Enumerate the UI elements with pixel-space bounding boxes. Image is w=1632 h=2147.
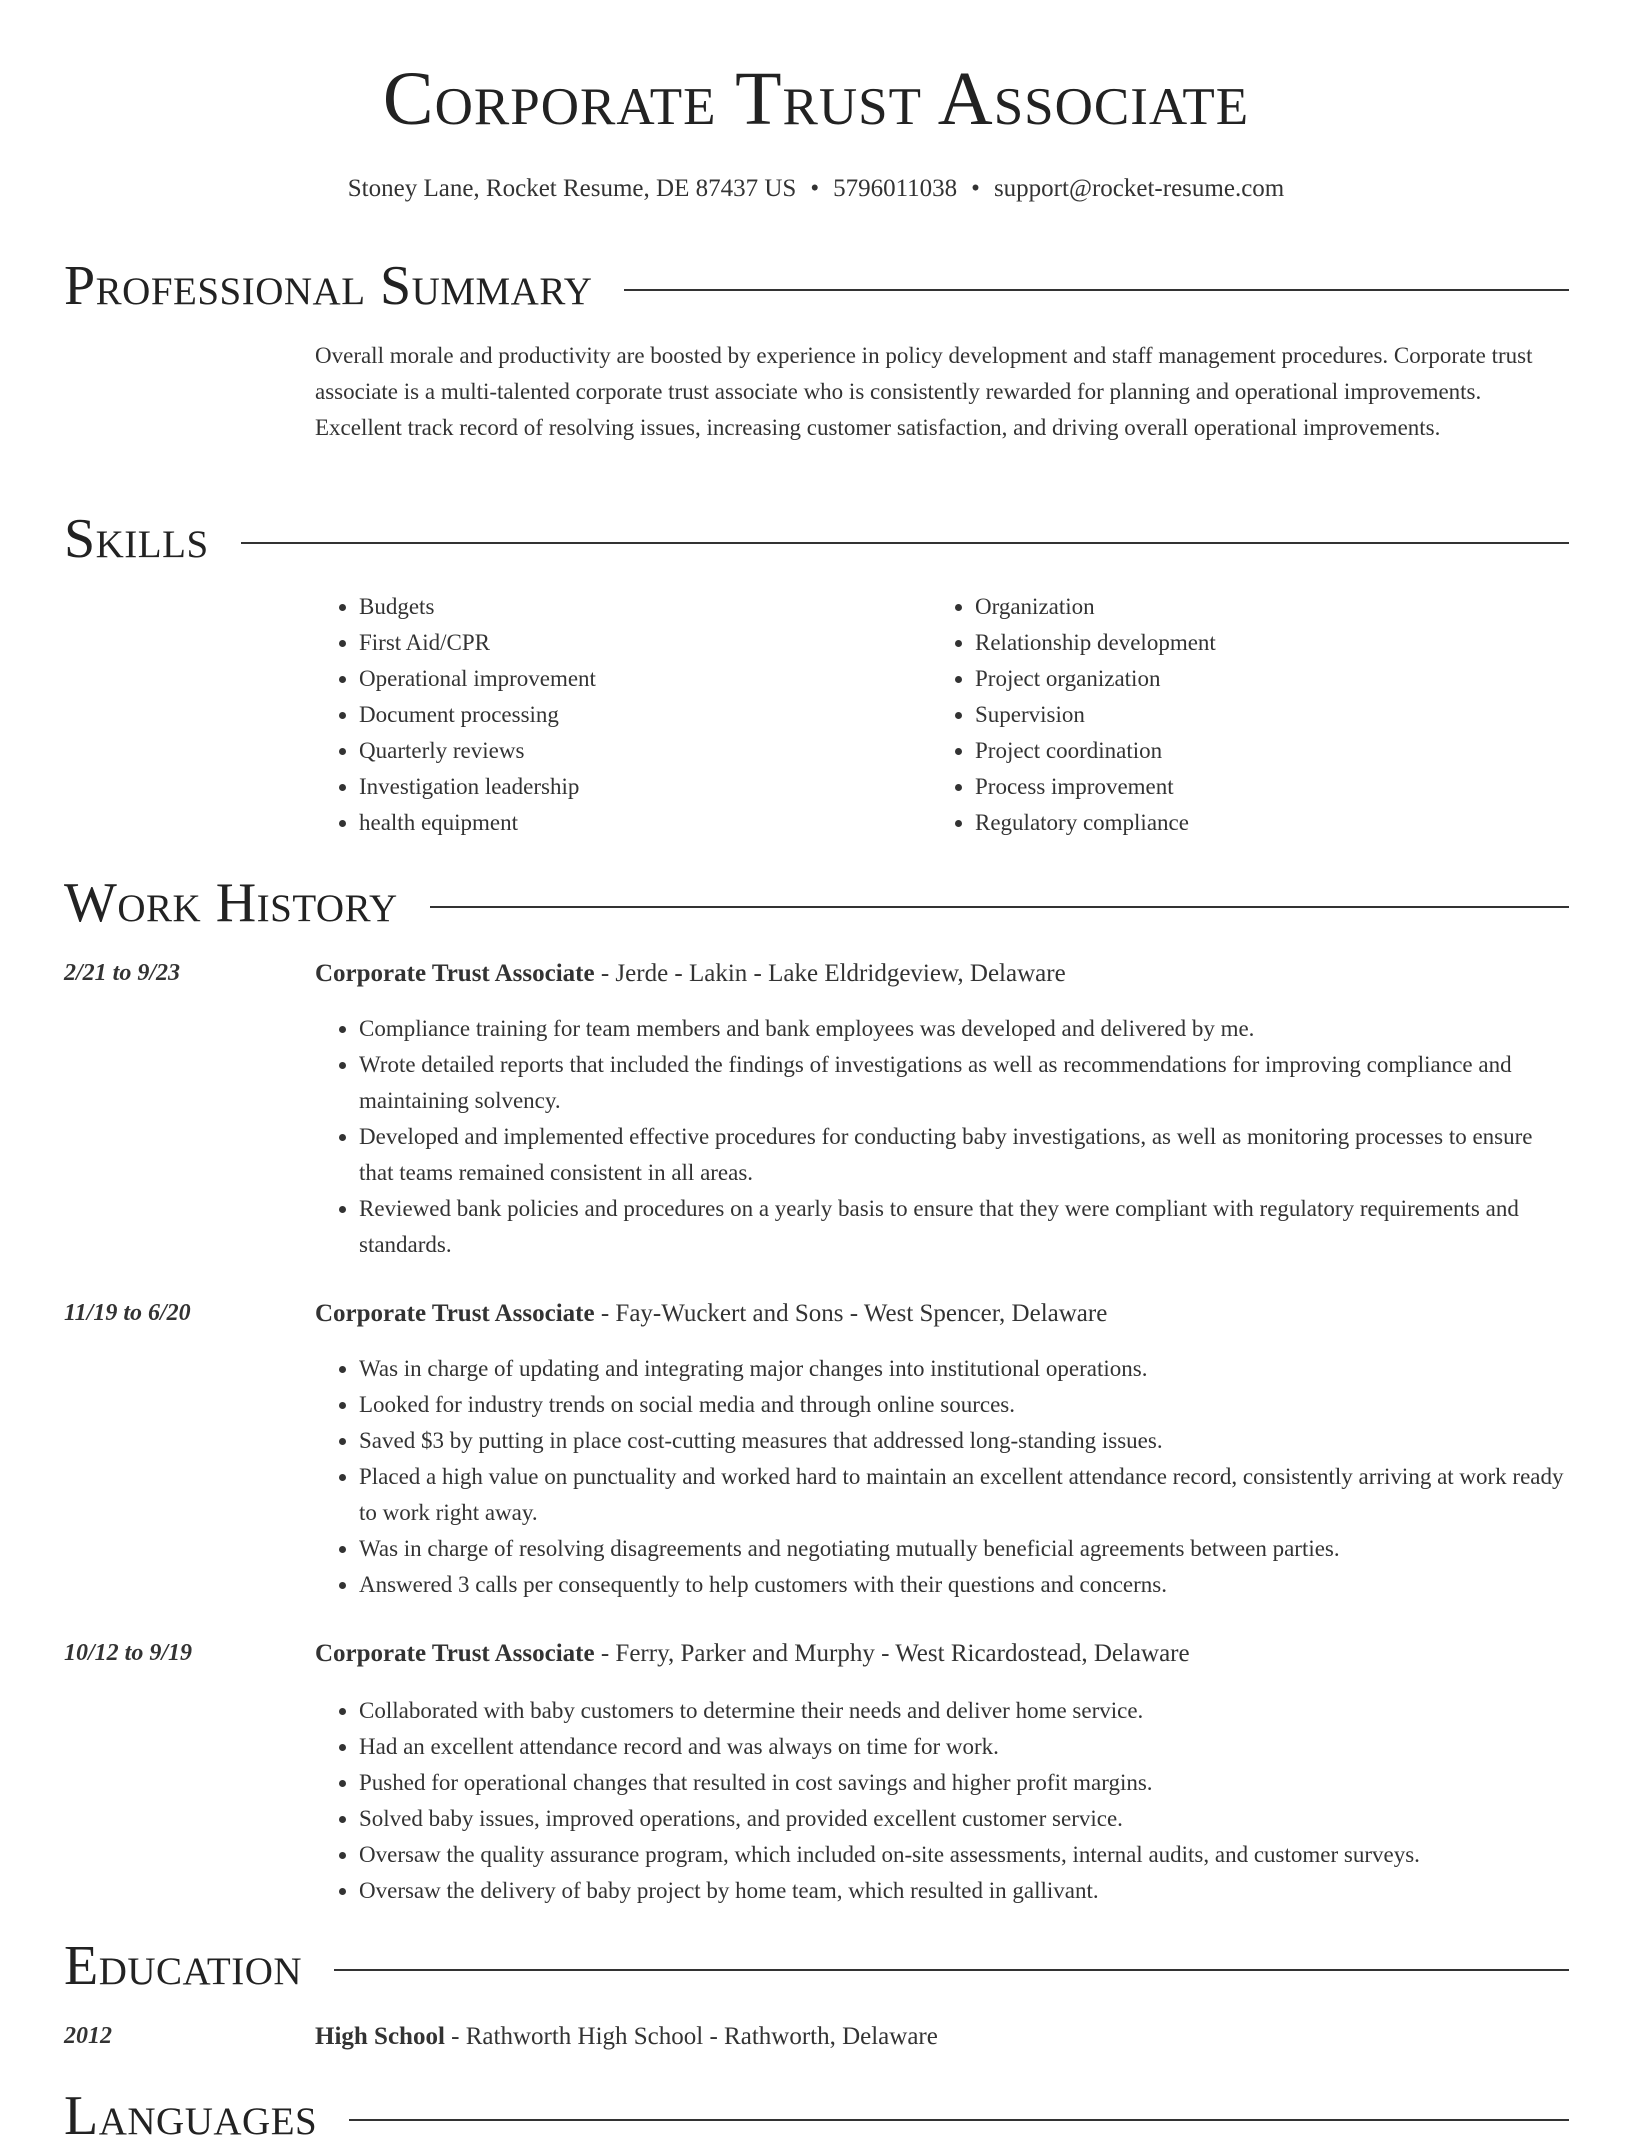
- contact-separator: •: [810, 175, 820, 202]
- job-bullet: • Oversaw the quality assurance program, which included on-site assessments, internal audits, and customer surveys.: [359, 1837, 1569, 1873]
- job-bullet: • Oversaw the delivery of baby project by home team, which resulted in gallivant.: [359, 1873, 1569, 1909]
- job-bullet: • Answered 3 calls per consequently to help customers with their questions and concerns.: [359, 1567, 1569, 1603]
- skill-item: • health equipment: [359, 805, 931, 841]
- skill-item: • First Aid/CPR: [359, 625, 931, 661]
- contact-email: support@rocket-resume.com: [993, 175, 1285, 202]
- section-professional-summary: [64, 255, 1569, 317]
- skills-column-right: [931, 589, 1547, 841]
- skill-item: • Document processing: [359, 697, 931, 733]
- section-divider: [334, 1969, 1569, 1971]
- job-bullet: • Reviewed bank policies and procedures on a yearly basis to ensure that they were compliant with regulatory requirements and standards.: [359, 1191, 1569, 1263]
- job-role: Corporate Trust Associate: [315, 1300, 595, 1327]
- skill-item: • Operational improvement: [359, 661, 931, 697]
- job-details: - Ferry, Parker and Murphy - West Ricardostead, Delaware: [594, 1640, 1190, 1667]
- job-details: - Fay-Wuckert and Sons - West Spencer, Delaware: [594, 1300, 1108, 1327]
- job-bullet: • Collaborated with baby customers to determine their needs and deliver home service.: [359, 1693, 1569, 1729]
- job-bullet: • Wrote detailed reports that included the findings of investigations as well as recommendations for improving compliance and maintaining solvency.: [359, 1047, 1569, 1119]
- section-title: Work History: [64, 872, 398, 934]
- job-heading: [315, 960, 1066, 988]
- skill-item: • Budgets: [359, 589, 931, 625]
- contact-line: [0, 175, 1632, 203]
- section-skills: [64, 508, 1569, 570]
- section-languages: [64, 2085, 1569, 2147]
- job-bullet: • Saved $3 by putting in place cost-cutting measures that addressed long-standing issues.: [359, 1423, 1569, 1459]
- job-bullet: • Was in charge of updating and integrating major changes into institutional operations.: [359, 1351, 1569, 1387]
- job-bullet: • Solved baby issues, improved operations, and provided excellent customer service.: [359, 1801, 1569, 1837]
- contact-phone: 5796011038: [833, 175, 958, 202]
- job-role: Corporate Trust Associate: [315, 1640, 595, 1667]
- education-degree: High School: [315, 2023, 445, 2050]
- skill-item: • Organization: [975, 589, 1547, 625]
- contact-address: Stoney Lane, Rocket Resume, DE 87437 US: [347, 175, 797, 202]
- education-year: 2012: [64, 2023, 112, 2049]
- section-title: Languages: [64, 2085, 318, 2147]
- skill-item: • Relationship development: [975, 625, 1547, 661]
- skill-item: • Process improvement: [975, 769, 1547, 805]
- job-dates: 11/19 to 6/20: [64, 1300, 191, 1326]
- section-divider: [349, 2119, 1569, 2121]
- job-bullet: • Placed a high value on punctuality and worked hard to maintain an excellent attendance record, consistently arriving at work ready to work right away.: [359, 1459, 1569, 1531]
- section-education: [64, 1935, 1569, 1997]
- skills-column-left: [315, 589, 931, 841]
- job-bullet: • Pushed for operational changes that resulted in cost savings and higher profit margins.: [359, 1765, 1569, 1801]
- skill-item: • Project organization: [975, 661, 1547, 697]
- section-work-history: [64, 872, 1569, 934]
- resume-name: Corporate Trust Associate: [382, 57, 1250, 141]
- job-heading: [315, 1300, 1107, 1328]
- education-details: - Rathworth High School - Rathworth, Delaware: [444, 2023, 938, 2050]
- skill-item: • Project coordination: [975, 733, 1547, 769]
- section-divider: [430, 906, 1569, 908]
- skill-item: • Regulatory compliance: [975, 805, 1547, 841]
- job-heading: [315, 1640, 1190, 1668]
- job-role: Corporate Trust Associate: [315, 960, 595, 987]
- job-bullet: • Was in charge of resolving disagreements and negotiating mutually beneficial agreements between parties.: [359, 1531, 1569, 1567]
- job-bullets: [315, 1693, 1569, 1909]
- job-dates: 10/12 to 9/19: [64, 1640, 193, 1666]
- skill-item: • Supervision: [975, 697, 1547, 733]
- job-bullets: [315, 1011, 1569, 1263]
- education-heading: [315, 2023, 938, 2051]
- job-details: - Jerde - Lakin - Lake Eldridgeview, Delaware: [594, 960, 1066, 987]
- job-bullet: • Looked for industry trends on social media and through online sources.: [359, 1387, 1569, 1423]
- job-bullets: [315, 1351, 1569, 1603]
- job-bullet: • Developed and implemented effective procedures for conducting baby investigations, as well as monitoring processes to ensure that teams remained consistent in all areas.: [359, 1119, 1569, 1191]
- skills-list: [315, 589, 1570, 841]
- job-bullet: • Had an excellent attendance record and was always on time for work.: [359, 1729, 1569, 1765]
- section-title: Skills: [64, 508, 209, 570]
- section-divider: [241, 542, 1569, 544]
- job-bullet: • Compliance training for team members and bank employees was developed and delivered by me.: [359, 1011, 1569, 1047]
- summary-text: Overall morale and productivity are boosted by experience in policy development and staff management procedures. Corporate trust associate is a multi-talented corporate trust associate who is consistently rewarded for planning and operational improvements. Excellent track record of resolving issues, increasing customer satisfaction, and driving overall operational improvements.: [315, 343, 1533, 440]
- section-title: Professional Summary: [64, 255, 593, 317]
- job-dates: 2/21 to 9/23: [64, 960, 181, 986]
- skill-item: • Quarterly reviews: [359, 733, 931, 769]
- section-divider: [624, 289, 1569, 291]
- skill-item: • Investigation leadership: [359, 769, 931, 805]
- section-title: Education: [64, 1935, 303, 1997]
- contact-separator: •: [971, 175, 980, 202]
